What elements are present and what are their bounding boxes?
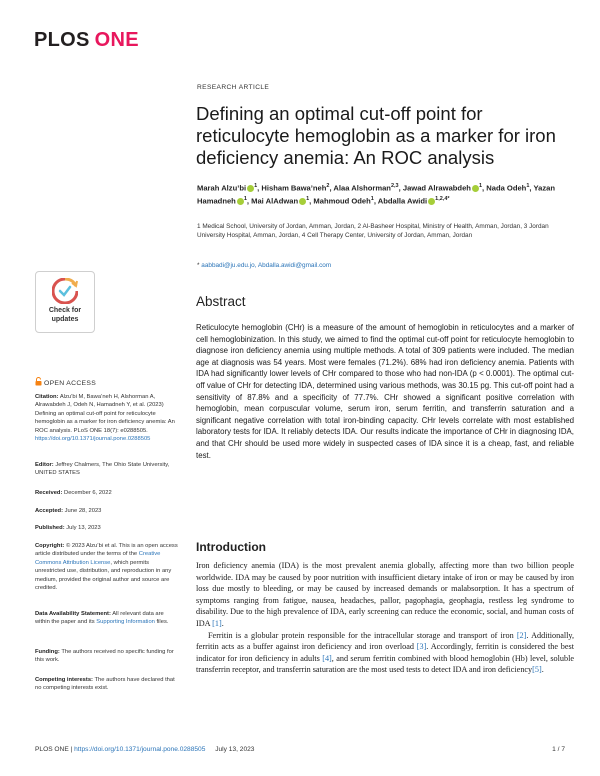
page-number: 1 / 7 [552, 746, 565, 753]
author-affiliation-marker: 2 [326, 183, 330, 189]
footer-separator: | [70, 746, 73, 753]
introduction-heading: Introduction [196, 540, 266, 554]
accepted-label: Accepted: [35, 508, 64, 514]
published-block [35, 524, 180, 532]
reference-link[interactable]: [4] [322, 653, 332, 663]
abstract-text: Reticulocyte hemoglobin (CHr) is a measure of the amount of hemoglobin in reticulocytes and a marker of cell hemoglobinization. In this study, we aimed to find the optimal cut-off point for reticulocyte hemoglobin to diagnose iron deficiency anemia using multiple methods. A total of 309 patients were included. The median age at diagnosis was 54 years. Most were females (71.2%). 68% had iron deficiency anemia. Patients with IDA had significantly lower levels of CHr compared to those who had non-IDA (p < 0.0001). The optimal cut-off value of CHr for detecting IDA, determined using various methods, was 30.15 pg. This cut-off point had a sensitivity of 87.8% and a specificity of 77.7%. CHr showed a significant positive correlation with hemoglobin, mean corpuscular volume, serum iron, serum ferritin, and transferrin saturation and a significant negative correlation with total iron-binding capacity. CHr levels correlate with most established laboratory tests for IDA. It reliably detects IDA. Our results indicate the importance of CHr in diagnosing IDA, and that CHr should be used more widely in suspected cases of IDA since it is a cheap, fast, and reliable test. [196, 323, 574, 460]
open-access-lock-icon [35, 377, 42, 386]
logo-one: ONE [94, 29, 139, 51]
copyright-text: © 2023 Alzu’bi et al. This is an open access article distributed under the terms of the [35, 543, 178, 558]
data-availability-block [35, 610, 180, 627]
page-footer [35, 746, 565, 753]
editor-label: Editor: [35, 462, 54, 468]
accepted-date: June 28, 2023 [64, 508, 102, 514]
author-name: Yazan Hamadneh [197, 183, 556, 206]
competing-interests-text: The authors have declared that no competing interests exist. [35, 677, 175, 692]
citation-doi-link[interactable]: https://doi.org/10.1371/journal.pone.0288505 [35, 436, 151, 443]
author-name: Nada Odeh [486, 183, 527, 193]
editor-text: Jeffrey Chalmers, The Ohio State University, UNITED STATES [35, 462, 170, 477]
author-affiliation-marker: 1 [526, 183, 530, 189]
author-affiliation-marker: 1 [254, 183, 258, 189]
email-links[interactable]: aabbadi@ju.edu.jo, Abdalla.awidi@gmail.com [201, 262, 332, 269]
data-availability-end: files. [156, 619, 169, 626]
author-affiliation-marker: 1,2,4* [435, 196, 450, 203]
intro-paragraph-2: Ferritin is a globular protein responsible for the intracellular storage and transport of iron [2]. Additionally, ferritin acts as a buffer against iron deficiency and iron overload [3]. Accordingly, ferritin is considered the best indicator for iron deficiency in adults [4], and serum ferritin combined with blood hemoglobin (Hb) level, soluble transferrin receptor, and transferrin saturation are the most used tests to detect IDA and iron deficiency[5]. [196, 630, 575, 675]
orcid-icon[interactable] [237, 198, 244, 205]
corresponding-emails [197, 262, 331, 269]
orcid-icon[interactable] [472, 185, 479, 192]
author-name: Jawad Alrawabdeh [402, 183, 471, 193]
author-name: Hisham Bawa’neh [261, 183, 327, 193]
author-affiliation-marker: 1 [306, 196, 310, 203]
citation-label: Citation: [35, 394, 59, 400]
competing-interests-label: Competing interests: [35, 677, 93, 683]
copyright-text-end: , which permits unrestricted use, distribution, and reproduction in any medium, provided the original author and source are credited. [35, 559, 172, 592]
accepted-block [35, 507, 180, 515]
reference-link[interactable]: [5] [532, 665, 542, 675]
license-link[interactable]: Creative Commons Attribution License [35, 551, 161, 566]
published-label: Published: [35, 525, 65, 531]
corresponding-symbol: * [197, 262, 200, 269]
data-availability-text: All relevant data are within the paper and its [35, 611, 164, 626]
editor-block [35, 461, 180, 478]
author-name: Abdalla Awidi [377, 196, 428, 206]
footer-journal: PLOS ONE [35, 746, 69, 753]
author-name: Mai AlAdwan [251, 196, 299, 206]
introduction-body [196, 560, 574, 676]
data-availability-label: Data Availability Statement: [35, 611, 111, 617]
reference-link[interactable]: [2] [516, 630, 527, 640]
check-updates-icon [52, 278, 78, 304]
footer-date: July 13, 2023 [215, 746, 255, 753]
copyright-block [35, 542, 180, 592]
author-affiliation-marker: 1 [370, 196, 374, 203]
reference-link[interactable]: [3] [416, 642, 427, 652]
author-affiliation-marker: 1 [478, 183, 482, 189]
author-name: Mahmoud Odeh [313, 196, 371, 206]
funding-text: The authors received no specific funding for this work. [35, 649, 174, 664]
check-updates-label: Check for updates [48, 307, 82, 323]
author-name: Marah Alzu’bi [197, 183, 247, 193]
open-access-label: OPEN ACCESS [35, 377, 96, 387]
reference-link[interactable]: [1] [212, 618, 222, 628]
check-for-updates-button[interactable] [35, 271, 95, 333]
citation-block [35, 393, 180, 443]
author-affiliation-marker: 2,3 [390, 183, 399, 189]
supporting-information-link[interactable]: Supporting Information [96, 619, 155, 626]
author-list: Marah Alzu’bi $^1$, Hisham Bawa’neh$^2$, Alaa Alshorman$^{2,3}$, Jawad Alrawabdeh $^1$, Nada Odeh$^1$, Yazan Hamadneh $^1$, Mai AlAdwan $^1$, Mahmoud Odeh$^1$, Abdalla Awidi $^{1,2,4*}$ [197, 183, 556, 206]
footer-doi-link[interactable]: https://doi.org/10.1371/journal.pone.0288505 [74, 746, 206, 753]
citation-text: Alzu’bi M, Bawa’neh H, Alshorman A, Alrawabdeh J, Odeh N, Hamadneh Y, et al. (2023) Defining an optimal cut-off point for reticulocyte hemoglobin as a marker for iron deficiency anemia: An ROC analysis. PLoS ONE 18(7): e0288505. [35, 394, 175, 434]
article-title: Defining an optimal cut-off point for reticulocyte hemoglobin as a marker for iron deficiency anemia: An ROC analysis [196, 103, 556, 168]
funding-label: Funding: [35, 649, 60, 655]
received-label: Received: [35, 490, 63, 496]
competing-interests-block [35, 676, 180, 693]
affiliations: 1 Medical School, University of Jordan, Amman, Jordan, 2 Al-Basheer Hospital, Ministry of Health, Amman, Jordan, 3 Jordan University Hospital, Amman, Jordan, 4 Cell Therapy Center, University of Jordan, Amman, Jordan [197, 223, 549, 239]
article-type: RESEARCH ARTICLE [197, 84, 270, 91]
published-date: July 13, 2023 [66, 525, 101, 531]
journal-logo [34, 29, 139, 52]
author-affiliation-marker: 1 [243, 196, 247, 203]
received-date: December 6, 2022 [64, 490, 112, 496]
intro-paragraph-1: Iron deficiency anemia (IDA) is the most prevalent anemia globally, affecting more than two billion people worldwide. IDA may be caused by poor nutrition with insufficient dietary intake of iron or may be caused by iron loss due mostly to bleeding, or may be caused by increased demands or malabsorption. It has a spectrum of symptoms ranging from fatigue, nausea, headaches, pallor, pagophagia, geophagia, restless leg syndrome to disability. Due to the high prevalence of IDA, early screening can reduce the economic, social, and human costs of IDA [1]. [196, 561, 574, 628]
author-name: Alaa Alshorman [333, 183, 391, 193]
funding-block [35, 648, 180, 665]
abstract-heading: Abstract [196, 294, 246, 309]
received-block [35, 489, 180, 497]
logo-plos: PLOS [34, 29, 90, 51]
copyright-label: Copyright: [35, 543, 65, 549]
